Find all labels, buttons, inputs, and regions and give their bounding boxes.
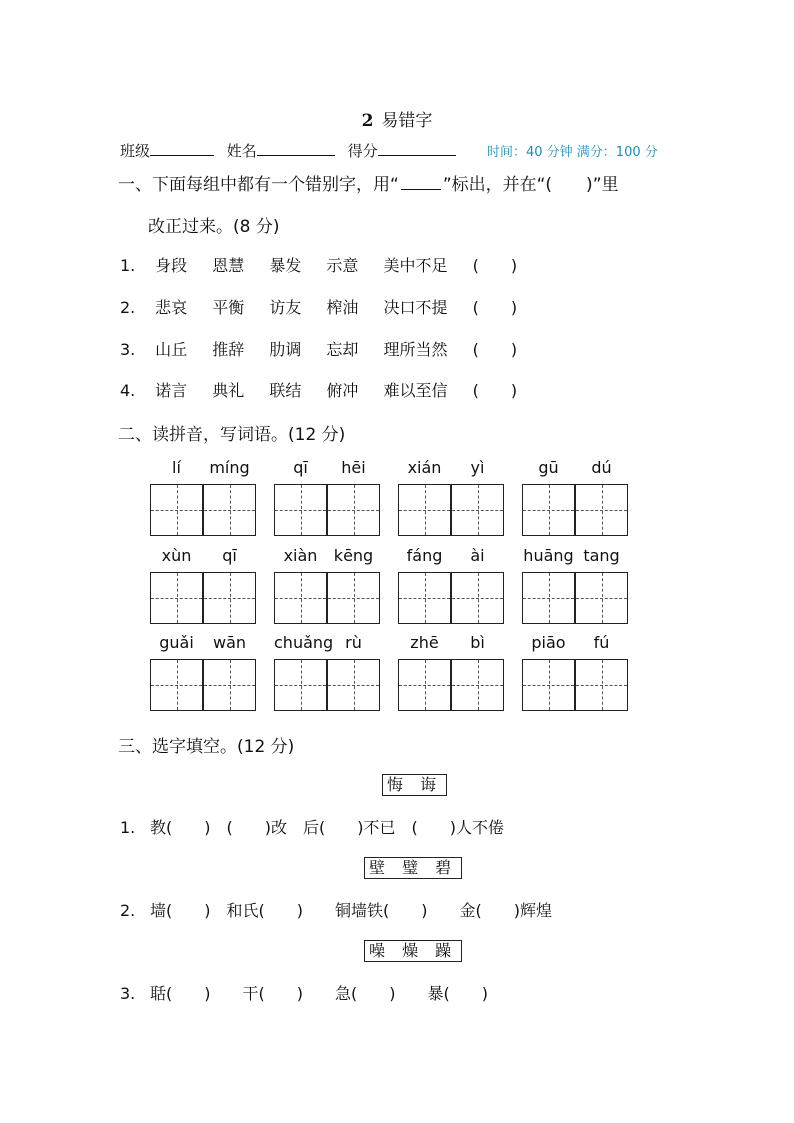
fill-text[interactable]: 教( ) ( )改 后( )不已 ( )人不倦 — [150, 818, 504, 837]
pinyin-label: zhē — [410, 633, 439, 652]
writing-cell[interactable] — [522, 659, 575, 711]
section3-heading: 三、选字填空。(12 分) — [118, 737, 295, 757]
word: 推辞 — [212, 340, 245, 359]
word: 决口不提 — [383, 298, 448, 317]
class-label: 班级 — [120, 142, 151, 160]
word: 难以至信 — [383, 381, 448, 400]
fill-text[interactable]: 聒( ) 干( ) 急( ) 暴( ) — [150, 984, 488, 1003]
pinyin-label: qī — [293, 458, 308, 477]
choice-box-1: 悔 诲 — [382, 774, 447, 796]
writing-cell[interactable] — [451, 572, 504, 624]
answer-parentheses[interactable]: ( ) — [472, 340, 518, 359]
pinyin-label: wān — [212, 633, 247, 652]
word: 恩慧 — [212, 256, 245, 275]
underline-mark-sample — [401, 175, 441, 190]
item-number: 4. — [120, 381, 136, 400]
section1-item-3 — [120, 337, 517, 360]
pinyin-label: kēng — [333, 546, 374, 565]
choice-box-3: 噪 燥 躁 — [364, 940, 462, 962]
pinyin-label: hēi — [341, 458, 366, 477]
pinyin-label: xián — [407, 458, 442, 477]
fill-item-1 — [120, 815, 504, 838]
word: 理所当然 — [383, 340, 448, 359]
pinyin-label: yì — [470, 458, 485, 477]
section1-item-2 — [120, 295, 517, 318]
writing-cell[interactable] — [451, 659, 504, 711]
fill-item-2 — [120, 898, 552, 921]
section2-heading: 二、读拼音，写词语。(12 分) — [118, 425, 346, 445]
time-info: 时间：40 分钟 满分：100 分 — [487, 145, 658, 160]
word: 联结 — [269, 381, 302, 400]
item-number: 2. — [120, 298, 136, 317]
pinyin-label: tang — [583, 546, 620, 565]
writing-cell[interactable] — [203, 572, 256, 624]
writing-cell[interactable] — [150, 572, 203, 624]
pinyin-label: ài — [470, 546, 485, 565]
pinyin-label: lí — [172, 458, 181, 477]
section1-item-4 — [120, 378, 517, 401]
writing-cell[interactable] — [451, 484, 504, 536]
fill-text[interactable]: 墙( ) 和氏( ) 铜墙铁( ) 金( )辉煌 — [150, 901, 552, 920]
pinyin-label: chuǎng — [274, 633, 334, 652]
pinyin-label: xùn — [161, 546, 192, 565]
word: 俯冲 — [326, 381, 359, 400]
word: 榨油 — [326, 298, 359, 317]
pinyin-label: fú — [593, 633, 610, 652]
class-blank[interactable] — [150, 140, 214, 156]
name-blank[interactable] — [257, 140, 335, 156]
name-label: 姓名 — [226, 142, 257, 160]
item-number: 3. — [120, 984, 136, 1003]
writing-cell[interactable] — [575, 572, 628, 624]
choice-box-2: 壁 璧 碧 — [364, 857, 462, 879]
score-label: 得分 — [347, 142, 378, 160]
word: 暴发 — [269, 256, 302, 275]
score-blank[interactable] — [378, 140, 456, 156]
pinyin-label: dú — [591, 458, 612, 477]
word: 示意 — [326, 256, 359, 275]
writing-cell[interactable] — [575, 484, 628, 536]
student-info-line — [120, 140, 456, 161]
writing-cell[interactable] — [575, 659, 628, 711]
writing-cell[interactable] — [274, 572, 327, 624]
section1-item-1 — [120, 253, 517, 276]
section1-heading-continued: 改正过来。(8 分) — [148, 217, 280, 237]
writing-cell[interactable] — [522, 572, 575, 624]
word: 山丘 — [155, 340, 188, 359]
pinyin-label: guǎi — [159, 633, 194, 652]
writing-cell[interactable] — [150, 484, 203, 536]
pinyin-label: bì — [470, 633, 485, 652]
section1-heading-part-a: 一、下面每组中都有一个错别字，用“ — [118, 175, 399, 195]
writing-cell[interactable] — [327, 572, 380, 624]
writing-cell[interactable] — [398, 572, 451, 624]
writing-cell[interactable] — [398, 484, 451, 536]
word: 平衡 — [212, 298, 245, 317]
writing-cell[interactable] — [327, 659, 380, 711]
pinyin-label: xiàn — [283, 546, 318, 565]
word: 身段 — [155, 256, 188, 275]
writing-cell[interactable] — [274, 659, 327, 711]
title-text: 易错字 — [381, 111, 433, 131]
pinyin-label: huāng — [523, 546, 574, 565]
pinyin-label: fáng — [406, 546, 443, 565]
answer-parentheses[interactable]: ( ) — [472, 381, 518, 400]
writing-cell[interactable] — [398, 659, 451, 711]
item-number: 1. — [120, 818, 136, 837]
writing-cell[interactable] — [327, 484, 380, 536]
writing-cell[interactable] — [274, 484, 327, 536]
word: 肋调 — [269, 340, 302, 359]
word: 诺言 — [155, 381, 188, 400]
answer-parentheses[interactable]: ( ) — [472, 256, 518, 275]
pinyin-label: piāo — [531, 633, 566, 652]
fill-item-3 — [120, 981, 488, 1004]
answer-parentheses[interactable]: ( ) — [472, 298, 518, 317]
title-number: 2 — [361, 111, 374, 131]
word: 忘却 — [326, 340, 359, 359]
pinyin-label: gū — [538, 458, 559, 477]
pinyin-label: míng — [209, 458, 250, 477]
item-number: 1. — [120, 256, 136, 275]
writing-cell[interactable] — [150, 659, 203, 711]
item-number: 3. — [120, 340, 136, 359]
section1-heading — [118, 170, 619, 195]
word: 美中不足 — [383, 256, 448, 275]
writing-cell[interactable] — [522, 484, 575, 536]
pinyin-label: rù — [345, 633, 362, 652]
word: 访友 — [269, 298, 302, 317]
writing-cell[interactable] — [203, 659, 256, 711]
worksheet-title — [0, 106, 794, 131]
writing-cell[interactable] — [203, 484, 256, 536]
word: 典礼 — [212, 381, 245, 400]
pinyin-label: qī — [222, 546, 237, 565]
section1-heading-part-b: ”标出，并在“( )”里 — [442, 175, 619, 195]
word: 悲哀 — [155, 298, 188, 317]
item-number: 2. — [120, 901, 136, 920]
